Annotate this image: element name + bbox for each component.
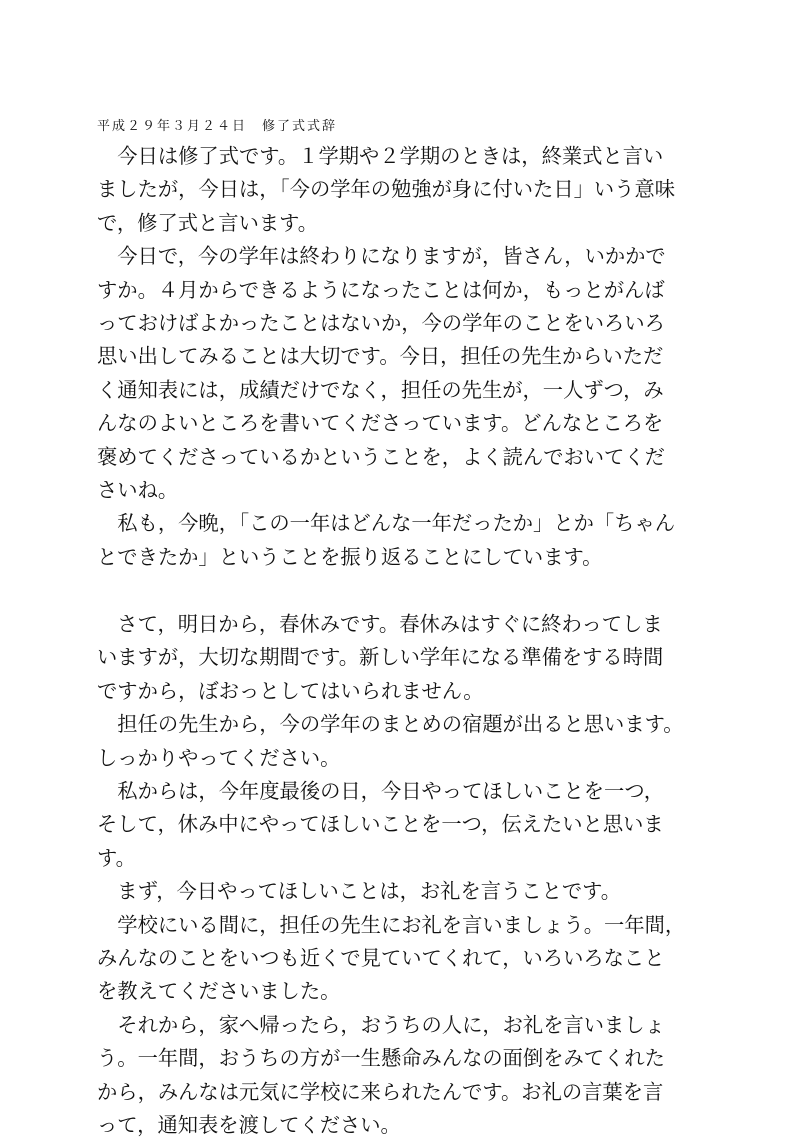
- text-line: って，通知表を渡してください。: [97, 1112, 401, 1137]
- text-line: ですから，ぼおっとしてはいられません。: [97, 678, 484, 703]
- text-line: す。: [97, 845, 136, 870]
- text-line: すか。４月からできるようになったことは何か，もっとがんば: [97, 277, 665, 302]
- text-line: 担任の先生から，今の学年のまとめの宿題が出ると思います。: [97, 712, 684, 737]
- text-line: 私からは，今年度最後の日，今日やってほしいことを一つ，: [97, 779, 665, 804]
- text-line: 今日は修了式です。１学期や２学期のときは，終業式と言い: [97, 144, 664, 168]
- text-line: から，みんなは元気に学校に来られたんです。お礼の言葉を言: [97, 1079, 664, 1104]
- text-line: っておけばよかったことはないか，今の学年のことをいろいろ: [97, 310, 665, 335]
- text-line: を教えてくださいました。: [97, 979, 341, 1004]
- text-line: さて，明日から，春休みです。春休みはすぐに終わってしま: [97, 612, 663, 637]
- text-line: みんなのことをいつも近くで見ていてくれて，いろいろなこと: [97, 945, 665, 970]
- text-line: で，修了式と言います。: [97, 210, 319, 235]
- text-line: まず，今日やってほしいことは，お礼を言うことです。: [97, 879, 622, 904]
- text-line: いますが，大切な期間です。新しい学年になる準備をする時間: [97, 645, 664, 670]
- text-line: 私も，今晩，「この一年はどんな一年だったか」とか「ちゃん: [97, 511, 676, 536]
- text-line: 学校にいる間に，担任の先生にお礼を言いましょう。一年間，: [97, 912, 686, 937]
- text-line: ましたが，今日は，「今の学年の勉強が身に付いた日」いう意味: [97, 177, 676, 202]
- paragraph-gap: [97, 574, 717, 608]
- text-line: う。一年間，おうちの方が一生懸命みんなの面倒をみてくれた: [97, 1046, 665, 1071]
- text-line: そして，休み中にやってほしいことを一つ，伝えたいと思いま: [97, 812, 664, 837]
- document-heading: 平成２９年３月２４日 修了式式辞: [97, 119, 338, 134]
- text-line: それから，家へ帰ったら，おうちの人に，お礼を言いましょ: [97, 1012, 665, 1037]
- document-body: [97, 140, 717, 1142]
- text-line: 今日で，今の学年は終わりになりますが，皆さん，いかかで: [97, 244, 666, 269]
- text-line: とできたか」ということを振り返ることにしています。: [97, 544, 603, 569]
- text-line: 褒めてくださっているかということを，よく読んでおいてくだ: [97, 444, 665, 469]
- text-line: く通知表には，成績だけでなく，担任の先生が，一人ずつ，み: [97, 377, 664, 402]
- text-line: しっかりやってください。: [97, 745, 341, 770]
- text-line: んなのよいところを書いてくださっています。どんなところを: [97, 411, 664, 436]
- text-line: さいね。: [97, 477, 179, 502]
- text-line: 思い出してみることは大切です。今日，担任の先生からいただ: [97, 344, 664, 369]
